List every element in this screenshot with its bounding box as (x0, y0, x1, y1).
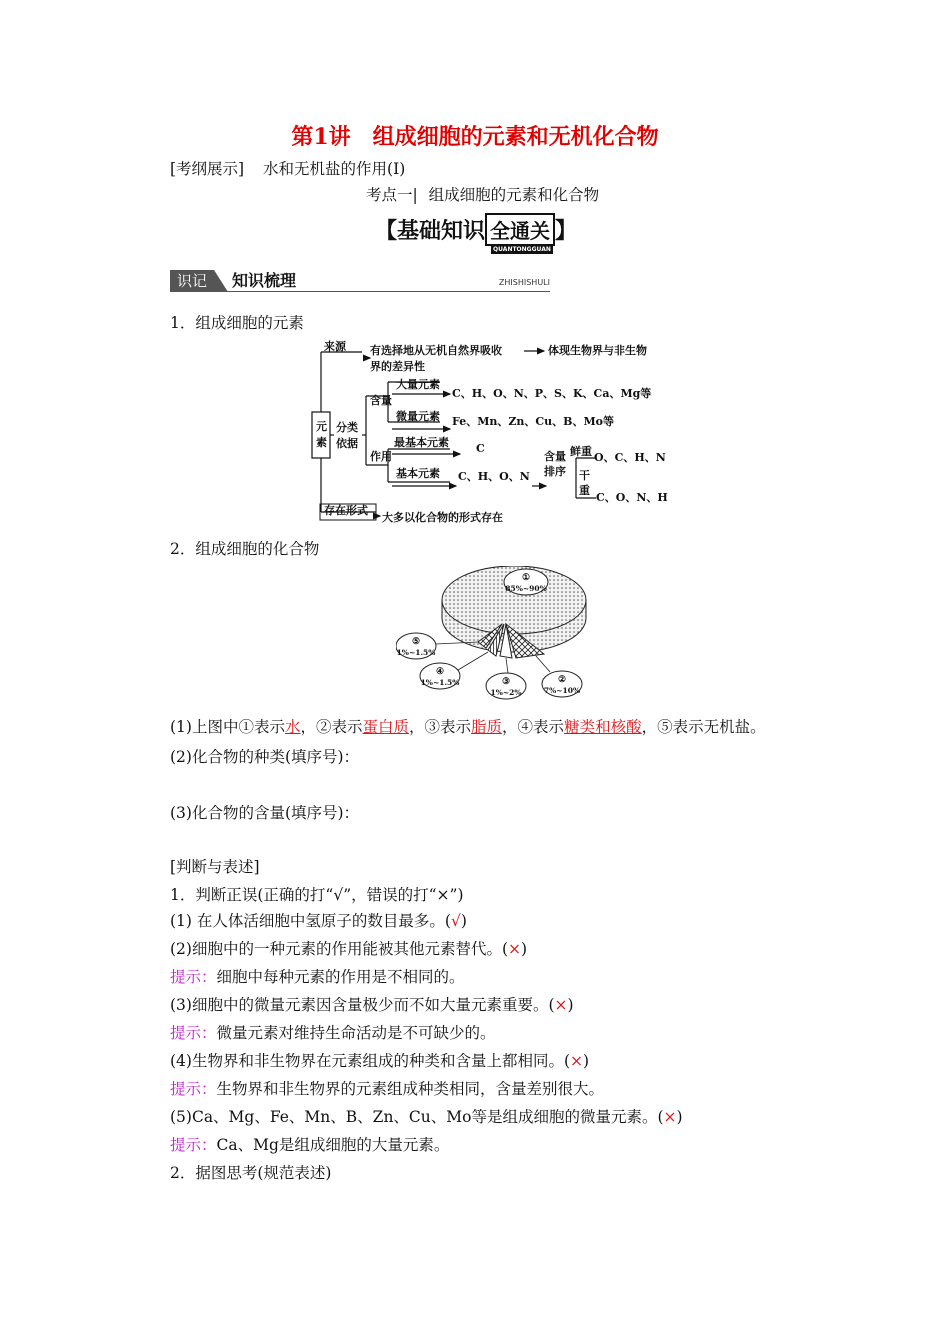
judge-item-4-text: (4)生物界和非生物界在元素组成的种类和含量上都相同。( (170, 1052, 571, 1070)
fresh-label: 鲜重 (570, 445, 592, 458)
judge-item-5-tail: ) (676, 1108, 683, 1126)
judge-item-3 (170, 994, 574, 1016)
judge-item-3-mark: × (554, 996, 568, 1014)
pie-label-3-num: ③ (501, 677, 511, 687)
judge-item-5-mark: × (663, 1108, 677, 1126)
fresh-value: O、C、H、N (594, 451, 666, 464)
section-pinyin: ZHISHISHULI (498, 278, 550, 287)
most-basic-label: 最基本元素 (394, 436, 449, 449)
question-3: (3)化合物的含量(填序号)： (170, 804, 360, 822)
micro-value: Fe、Mn、Zn、Cu、B、Mo等 (452, 415, 614, 428)
judge-instruction: 1．判断正误(正确的打“√”，错误的打“×”) (170, 886, 464, 904)
banner-box-text: 全通关 (490, 219, 551, 243)
exam-point-heading (366, 184, 599, 206)
banner-box (485, 213, 555, 253)
section-slash (214, 270, 228, 292)
section-rule (170, 291, 550, 292)
pie-label-2-num: ② (557, 675, 567, 685)
section-header (170, 270, 550, 292)
hint-3-text: 微量元素对维持生命活动是不可缺少的。 (216, 1024, 496, 1042)
hint-3-label: 提示： (170, 1024, 217, 1042)
source-target: 体现生物界与非生物 (548, 344, 647, 357)
judge-item-1-tail: ) (460, 912, 467, 930)
judge-heading: [判断与表述] (170, 858, 260, 876)
q1-text-2: ，②表示 (300, 718, 363, 736)
dry-label-2: 重 (579, 484, 590, 497)
hint-4-text: 生物界和非生物界的元素组成种类相同，含量差别很大。 (216, 1080, 605, 1098)
section-label: 知识梳理 (232, 271, 297, 290)
q1-text-4: ，④表示 (502, 718, 565, 736)
pie-label-4-pct: 1%~1.5% (420, 678, 460, 687)
element-diagram (300, 338, 680, 530)
q1-answer-sugar-nucleic: 糖类和核酸 (564, 718, 642, 736)
order-label-2: 排序 (544, 465, 566, 478)
judge-item-2-mark: × (508, 940, 522, 958)
macro-label: 大量元素 (396, 378, 440, 391)
source-line2: 界的差异性 (370, 360, 425, 373)
dry-label-1: 干 (579, 469, 590, 482)
q1-answer-protein: 蛋白质 (362, 718, 410, 736)
function-label: 作用 (370, 450, 392, 463)
judge-item-2 (170, 938, 527, 960)
q1-text-3: ，③表示 (409, 718, 472, 736)
exam-point-label: 考点一| (366, 186, 418, 204)
judge-item-2-text: (2)细胞中的一种元素的作用能被其他元素替代。( (170, 940, 509, 958)
hint-5 (170, 1134, 449, 1156)
q1-prefix: (1)上图中①表示 (170, 718, 285, 736)
syllabus-label: [考纲展示] (170, 160, 245, 178)
compound-pie-chart (396, 566, 596, 704)
judge-item-1 (170, 910, 467, 932)
micro-label: 微量元素 (396, 410, 440, 423)
form-label: 存在形式 (324, 504, 368, 517)
q1-answer-water: 水 (284, 718, 301, 736)
q1-answer-lipid: 脂质 (471, 718, 503, 736)
section-tag: 识记 (170, 270, 214, 292)
basic-value: C、H、O、N (458, 470, 530, 483)
source-label: 来源 (324, 340, 346, 353)
banner-box-pinyin: QUANTONGGUAN (493, 246, 551, 253)
judge-item-3-text: (3)细胞中的微量元素因含量极少而不如大量元素重要。( (170, 996, 555, 1014)
basis-label-1: 分类 (336, 421, 358, 434)
most-basic-value: C (476, 442, 485, 455)
question-1 (170, 716, 766, 738)
basic-label: 基本元素 (396, 467, 440, 480)
form-value: 大多以化合物的形式存在 (382, 511, 503, 524)
hint-5-text: Ca、Mg是组成细胞的大量元素。 (216, 1136, 450, 1154)
hint-4 (170, 1078, 604, 1100)
judge-item-4-mark: × (570, 1052, 584, 1070)
macro-value: C、H、O、N、P、S、K、Ca、Mg等 (452, 387, 652, 400)
pie-label-2-pct: 7%~10% (543, 686, 581, 695)
heading-elements: 1．组成细胞的元素 (170, 314, 304, 332)
hint-2-label: 提示： (170, 968, 217, 986)
judge-item-3-tail: ) (567, 996, 574, 1014)
basis-label-2: 依据 (336, 437, 358, 450)
exam-point-text: 组成细胞的元素和化合物 (428, 186, 600, 204)
pie-label-3-pct: 1%~2% (490, 688, 522, 697)
pie-label-1-pct: 85%~90% (505, 584, 547, 593)
judge-item-5 (170, 1106, 683, 1128)
judge-item-4-tail: ) (583, 1052, 590, 1070)
hint-5-label: 提示： (170, 1136, 217, 1154)
basic-knowledge-banner (375, 213, 578, 253)
pie-label-5-pct: 1%~1.5% (396, 648, 436, 657)
hint-4-label: 提示： (170, 1080, 217, 1098)
hint-2-text: 细胞中每种元素的作用是不相同的。 (216, 968, 465, 986)
judge-item-4 (170, 1050, 589, 1072)
judge-item-5-text: (5)Ca、Mg、Fe、Mn、B、Zn、Cu、Mo等是组成细胞的微量元素。( (170, 1108, 664, 1126)
page-title: 第1讲 组成细胞的元素和无机化合物 (291, 124, 659, 150)
content-label: 含量 (370, 394, 392, 407)
judge-item-1-text: (1) 在人体活细胞中氢原子的数目最多。( (170, 912, 451, 930)
banner-right: 】 (555, 219, 578, 244)
hint-3 (170, 1022, 496, 1044)
question-2: (2)化合物的种类(填序号)： (170, 748, 360, 766)
judge-item-1-mark: √ (450, 912, 461, 930)
root-label-1: 元 (316, 420, 327, 433)
dry-value: C、O、N、H (596, 491, 668, 504)
judge-item-2-tail: ) (521, 940, 528, 958)
pie-label-1-num: ① (521, 573, 531, 583)
banner-left: 【基础知识 (375, 219, 486, 244)
syllabus-text: 水和无机盐的作用(Ⅰ) (263, 160, 406, 178)
root-box (312, 412, 330, 458)
source-line1: 有选择地从无机自然界吸收 (370, 344, 502, 357)
syllabus-line (170, 158, 405, 180)
heading-think: 2．据图思考(规范表述) (170, 1164, 332, 1182)
hint-2 (170, 966, 465, 988)
order-label-1: 含量 (544, 450, 566, 463)
pie-label-5-num: ⑤ (411, 637, 421, 647)
q1-text-5: ，⑤表示无机盐。 (641, 718, 766, 736)
root-label-2: 素 (316, 436, 327, 449)
heading-compounds: 2．组成细胞的化合物 (170, 540, 320, 558)
pie-label-4-num: ④ (435, 667, 445, 677)
